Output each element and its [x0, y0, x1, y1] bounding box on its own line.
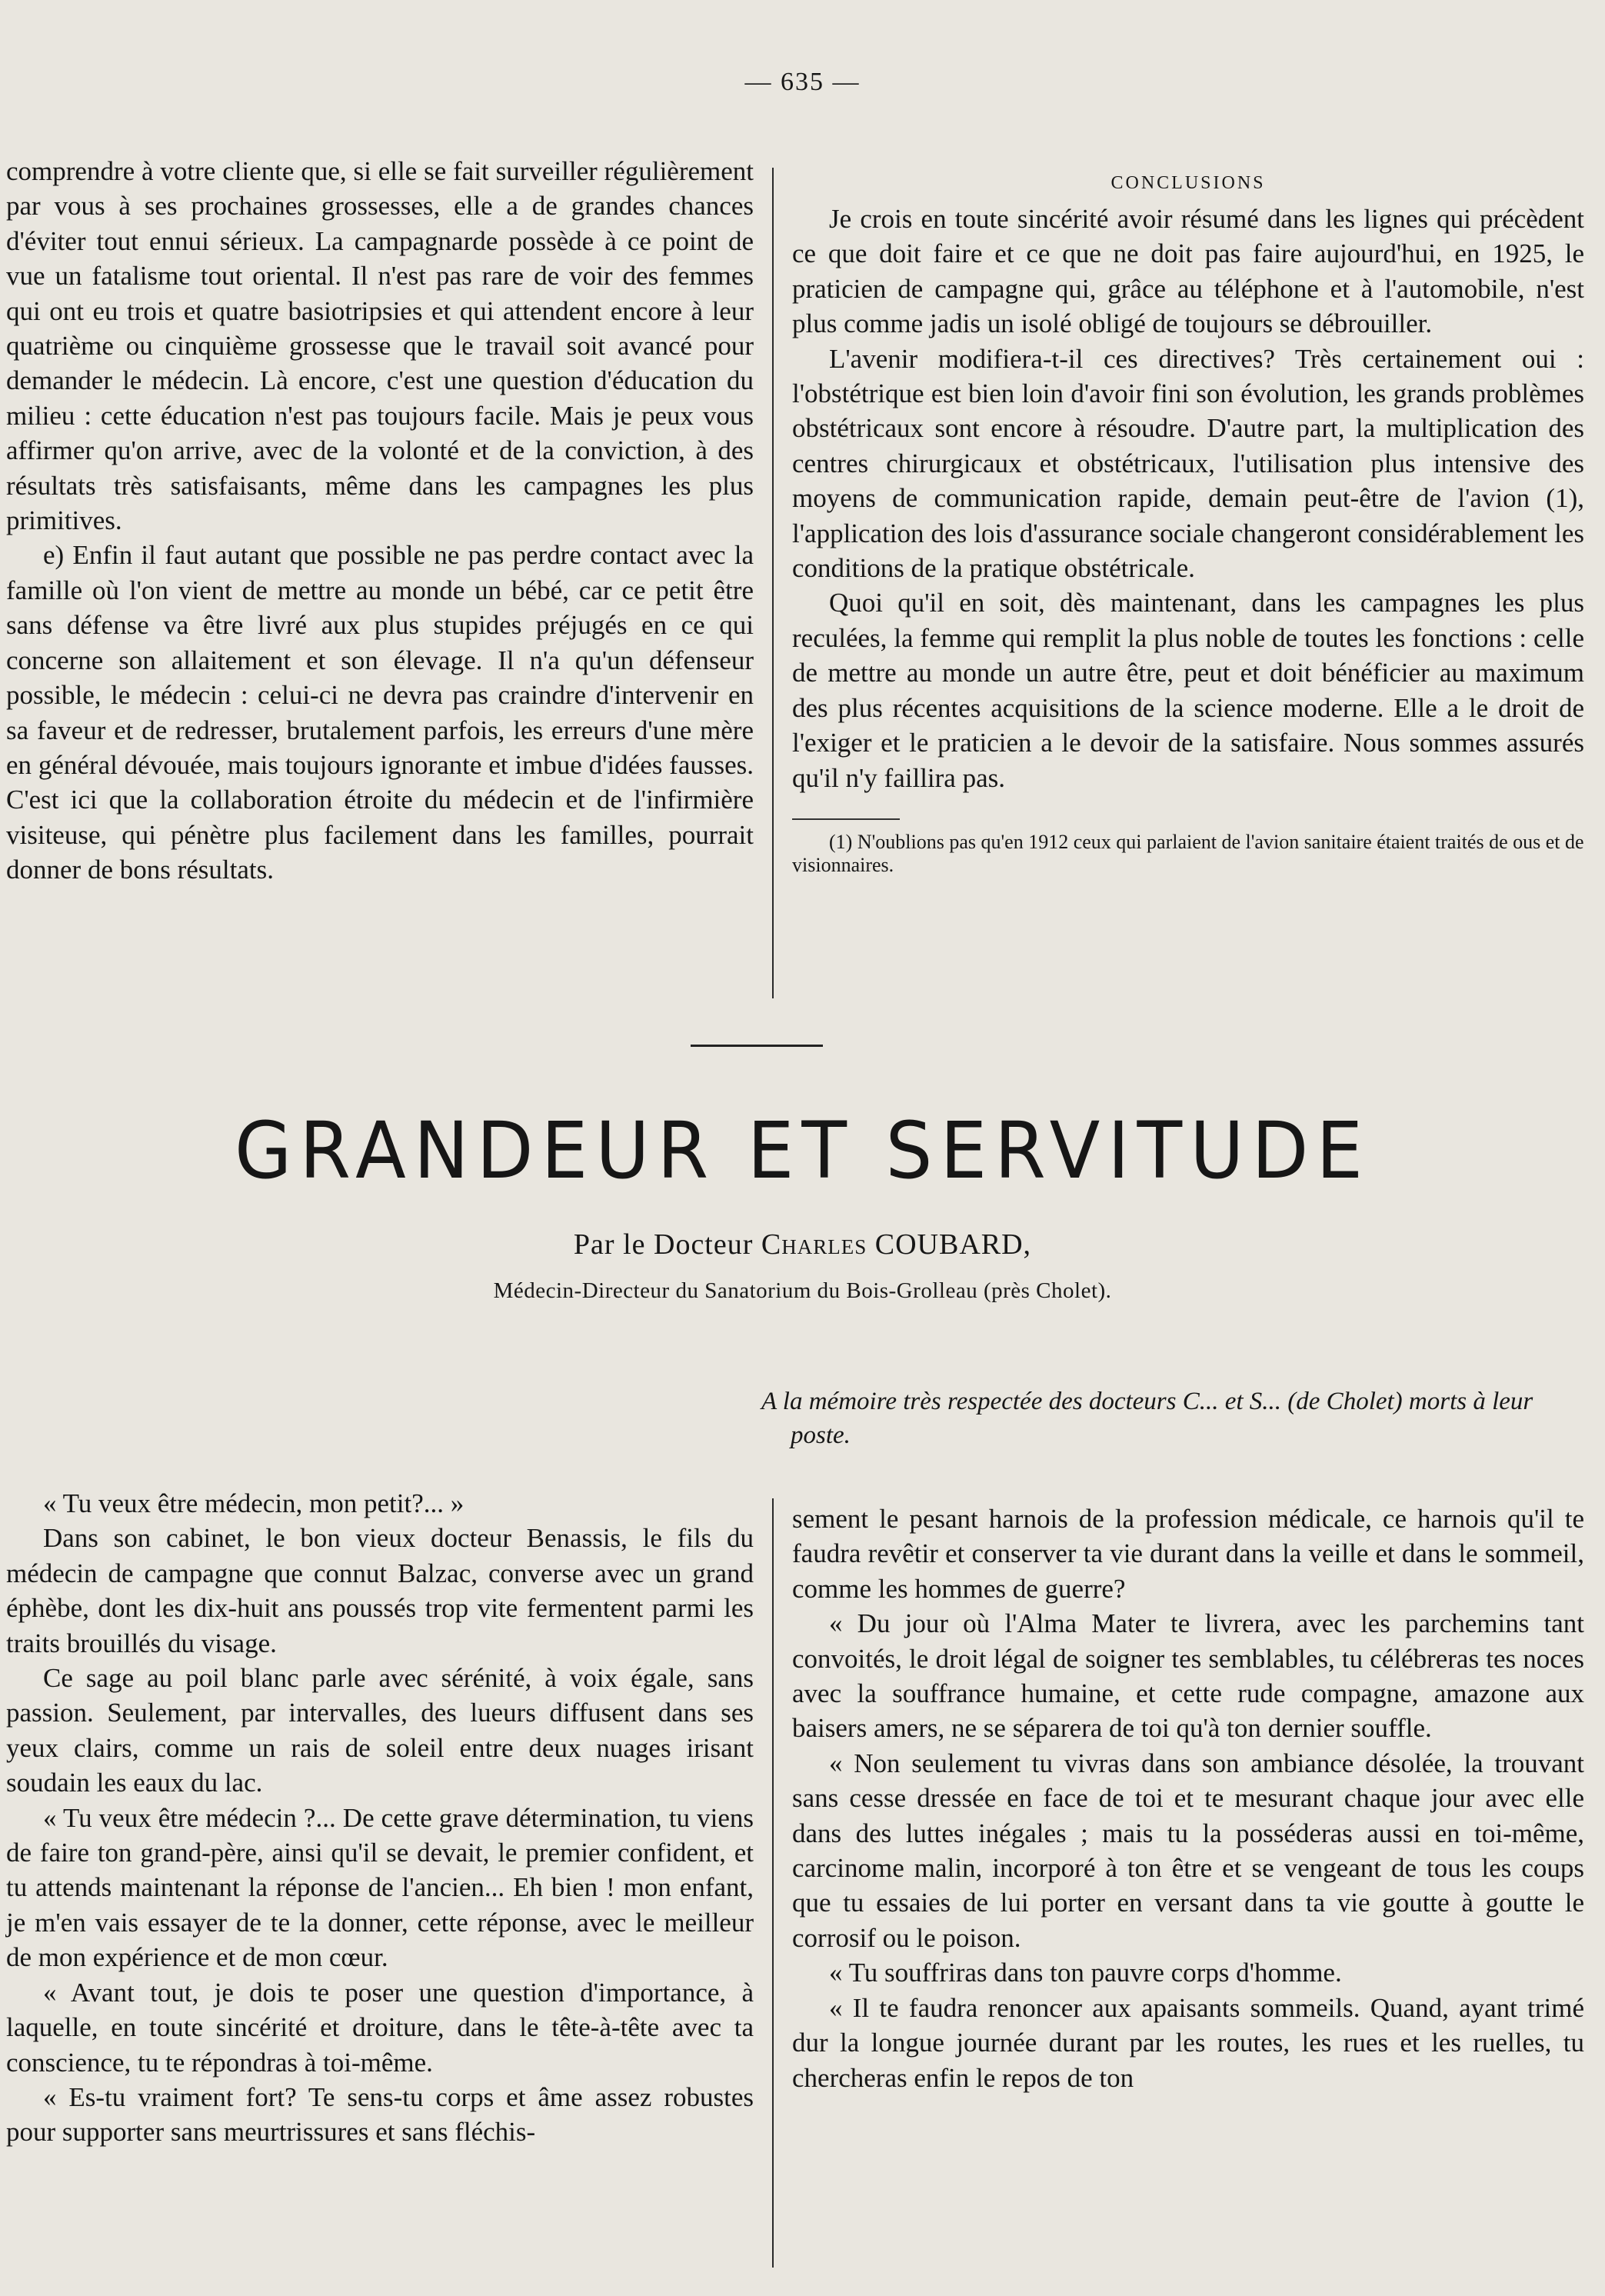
paragraph: « Tu souffriras dans ton pauvre corps d'homme.	[829, 1958, 1342, 1988]
conclusions-heading: CONCLUSIONS	[1111, 173, 1266, 193]
footnote: (1) N'oublions pas qu'en 1912 ceux qui parlaient de l'avion sanitaire étaient traités de ous et de visionnaires.	[792, 830, 1584, 876]
paragraph: « Avant tout, je dois te poser une question d'importance, à laquelle, en toute sincérité et droiture, dans le tête-à-tête avec ta conscience, tu te répondras à toi-même.	[6, 1977, 754, 2078]
paragraph: « Du jour où l'Alma Mater te livrera, avec les parchemins tant convoités, le droit légal de soigner tes semblables, tu célébreras tes noces avec la souffrance humaine, et cette rude compagne, amazone aux baisers amers, ne se séparera de toi qu'à ton dernier souffle.	[792, 1608, 1584, 1744]
author-first-name: Charles	[761, 1228, 867, 1261]
paragraph: e) Enfin il faut autant que possible ne pas perdre contact avec la famille où l'on vient de mettre au monde un bébé, car ce petit être sans défense va être livré aux plus stupides préjugés en ce qui concerne son allaitement et son élevage. Il n'a qu'un défenseur possible, le médecin : celui-ci ne devra pas craindre d'intervenir en sa faveur et de redresser, brutalement parfois, les erreurs d'une mère en général dévouée, mais toujours ignorante et imbue d'idées fausses. C'est ici que la collaboration étroite du médecin et de l'infirmière visiteuse, qui pénètre plus facilement dans les familles, pourrait donner de bons résultats.	[6, 540, 754, 885]
paragraph: Ce sage au poil blanc parle avec sérénité, à voix égale, sans passion. Seulement, par intervalles, des lueurs diffusent dans ses yeux clairs, comme un rais de soleil entre deux nuages irisant soudain les eaux du lac.	[6, 1663, 754, 1798]
top-left-column	[6, 154, 754, 888]
title-rule	[691, 1045, 823, 1047]
byline-prefix: Par le Docteur	[573, 1228, 754, 1261]
paragraph: « Il te faudra renoncer aux apaisants sommeils. Quand, ayant trimé dur la longue journée durant par les routes, les rues et les ruelles, tu chercheras enfin le repos de ton	[792, 1992, 1584, 2093]
paragraph: L'avenir modifiera-t-il ces directives? Très certainement oui : l'obstétrique est bien loin d'avoir fini son évolution, les grands problèmes obstétricaux sont encore à résoudre. D'autre part, la multiplication des centres chirurgicaux et obstétricaux, l'utilisation plus intensive des moyens de communication rapide, demain peut-être de l'avion (1), l'application des lois d'assurance sociale changeront considérablement les conditions de la pratique obstétricale.	[792, 343, 1584, 584]
paragraph: Quoi qu'il en soit, dès maintenant, dans les campagnes les plus reculées, la femme qui remplit la plus noble de toutes les fonctions : celle de mettre au monde un autre être, peut et doit bénéficier au maximum des plus récentes acquisitions de la science moderne. Elle a le droit de l'exiger et le praticien a le devoir de la satisfaire. Nous sommes assurés qu'il n'y faillira pas.	[792, 588, 1584, 793]
byline	[0, 1228, 1605, 1261]
paragraph: Je crois en toute sincérité avoir résumé dans les lignes qui précèdent ce que doit faire et ce que ne doit pas faire aujourd'hui, en 1925, le praticien de campagne qui, grâce au téléphone et à l'automobile, n'est plus comme jadis un isolé obligé de toujours se débrouiller.	[792, 204, 1584, 339]
paragraph: sement le pesant harnois de la profession médicale, ce harnois qu'il te faudra revêtir et conserver ta vie durant dans la veille et dans le sommeil, comme les hommes de guerre?	[792, 1504, 1584, 1604]
bottom-right-column	[792, 1501, 1584, 2095]
column-divider	[772, 168, 774, 998]
author-affiliation: Médecin-Directeur du Sanatorium du Bois-Grolleau (près Cholet).	[493, 1278, 1112, 1303]
footnote-separator	[792, 818, 900, 820]
author-last-name: COUBARD,	[874, 1228, 1032, 1261]
paragraph: comprendre à votre cliente que, si elle se fait surveiller régulièrement par vous à ses prochaines grossesses, elle a de grandes chances d'éviter tout ennui sérieux. La campagnarde possède à ce point de vue un fatalisme tout oriental. Il n'est pas rare de voir des femmes qui ont eu trois et quatre basiotripsies et qui attendent encore à leur quatrième ou cinquième grossesse que le travail soit avancé pour demander le médecin. Là encore, c'est une question d'éducation du milieu : cette éducation n'est pas toujours facile. Mais je peux vous affirmer qu'on arrive, avec de la volonté et de la conviction, à des résultats très satisfaisants, même dans les campagnes les plus primitives.	[6, 156, 754, 536]
column-divider	[772, 1498, 774, 2268]
article-title: GRANDEUR ET SERVITUDE	[234, 1105, 1371, 1197]
page-number: — 635 —	[744, 68, 861, 96]
conclusions-column	[792, 169, 1584, 877]
dedication: A la mémoire très respectée des docteurs C... et S... (de Cholet) morts à leur poste.	[761, 1388, 1533, 1449]
paragraph: Dans son cabinet, le bon vieux docteur Benassis, le fils du médecin de campagne que connut Balzac, converse avec un grand éphèbe, dont les dix-huit ans poussés trop vite fermentent parmi les traits brouillés du visage.	[6, 1523, 754, 1658]
paragraph: « Tu veux être médecin ?... De cette grave détermination, tu viens de faire ton grand-père, ainsi qu'il se devait, le premier confident, et tu attends maintenant la réponse de l'ancien... Eh bien ! mon enfant, je m'en vais essayer de te la donner, cette réponse, avec le meilleur de mon expérience et de mon cœur.	[6, 1802, 754, 1973]
paragraph: « Tu veux être médecin, mon petit?... »	[43, 1488, 465, 1518]
bottom-left-column	[6, 1486, 754, 2150]
paragraph: « Non seulement tu vivras dans son ambiance désolée, la trouvant sans cesse dressée en face de toi et te mesurant chaque jour avec elle dans des luttes inégales ; mais tu la posséderas aussi en toi-même, carcinome malin, incorporé à ton être et se vengeant de tous les coups que tu essaies de lui porter en versant dans ta vie goutte à goutte le corrosif ou le poison.	[792, 1748, 1584, 1953]
paragraph: « Es-tu vraiment fort? Te sens-tu corps et âme assez robustes pour supporter sans meurtrissures et sans fléchis-	[6, 2081, 754, 2148]
